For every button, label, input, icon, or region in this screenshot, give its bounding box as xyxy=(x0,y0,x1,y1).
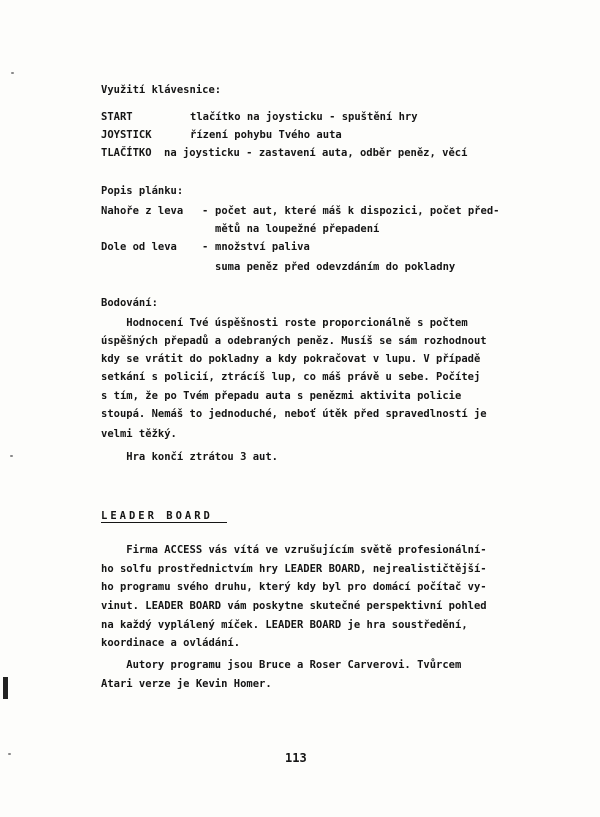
page-number: 113 xyxy=(285,751,307,765)
scan-speck xyxy=(11,72,14,74)
score-line-7: velmi těžký. xyxy=(101,428,177,440)
leader-board-heading: LEADER BOARD xyxy=(101,510,213,522)
key-start: START xyxy=(101,111,133,123)
plan-top-label: Nahoře z leva xyxy=(101,205,184,217)
plan-bottom-label: Dole od leva xyxy=(101,241,177,253)
score-line-4: setkání s policií, ztrácíš lup, co máš právě u sebe. Počítej xyxy=(101,371,481,383)
score-line-1: Hodnocení Tvé úspěšnosti roste proporcionálně s počtem xyxy=(101,317,468,329)
scan-margin-mark xyxy=(3,677,8,699)
score-heading: Bodování: xyxy=(101,297,158,309)
heading-underline xyxy=(101,522,227,523)
score-line-6: stoupá. Nemáš to jednoduché, neboť útěk před spravedlností je xyxy=(101,408,487,420)
score-line-2: úspěšných přepadů a odebraných peněz. Musíš se sám rozhodnout xyxy=(101,335,487,347)
score-line-8: Hra končí ztrátou 3 aut. xyxy=(101,451,279,463)
plan-top-line-2: mětů na loupežné přepadení xyxy=(215,223,380,235)
plan-heading: Popis plánku: xyxy=(101,185,184,197)
leader-line-2: ho solfu prostřednictvím hry LEADER BOARD, nejrealističtější- xyxy=(101,563,487,575)
key-button: TLAČÍTKO xyxy=(101,147,152,159)
leader-line-3: ho programu svého druhu, který kdy byl pro domácí počítač vy- xyxy=(101,581,487,593)
leader-line-7: Autory programu jsou Bruce a Roser Carverovi. Tvůrcem xyxy=(101,659,462,671)
scan-speck xyxy=(8,753,11,755)
plan-top-line-1: počet aut, které máš k dispozici, počet před- xyxy=(215,205,500,217)
keys-heading: Využití klávesnice: xyxy=(101,84,222,96)
leader-line-5: na každý vyplálený míček. LEADER BOARD je hra soustředění, xyxy=(101,619,468,631)
plan-bottom-dash: - xyxy=(202,241,209,253)
plan-bottom-line-1: množství paliva xyxy=(215,241,310,253)
key-joystick: JOYSTICK xyxy=(101,129,152,141)
plan-top-dash: - xyxy=(202,205,209,217)
leader-line-4: vinut. LEADER BOARD vám poskytne skutečné perspektivní pohled xyxy=(101,600,487,612)
leader-line-8: Atari verze je Kevin Homer. xyxy=(101,678,272,690)
key-start-desc: tlačítko na joysticku - spuštění hry xyxy=(190,111,418,123)
leader-line-6: koordinace a ovládání. xyxy=(101,637,241,649)
score-line-3: kdy se vrátit do pokladny a kdy pokračovat v lupu. V případě xyxy=(101,353,481,365)
score-line-5: s tím, že po Tvém přepadu auta s penězmi aktivita policie xyxy=(101,390,462,402)
scan-speck xyxy=(10,455,13,457)
leader-line-1: Firma ACCESS vás vítá ve vzrušujícím světě profesionální- xyxy=(101,544,487,556)
key-joystick-desc: řízení pohybu Tvého auta xyxy=(190,129,342,141)
plan-bottom-line-2: suma peněz před odevzdáním do pokladny xyxy=(215,261,456,273)
key-button-desc: na joysticku - zastavení auta, odběr peněz, věcí xyxy=(164,147,468,159)
